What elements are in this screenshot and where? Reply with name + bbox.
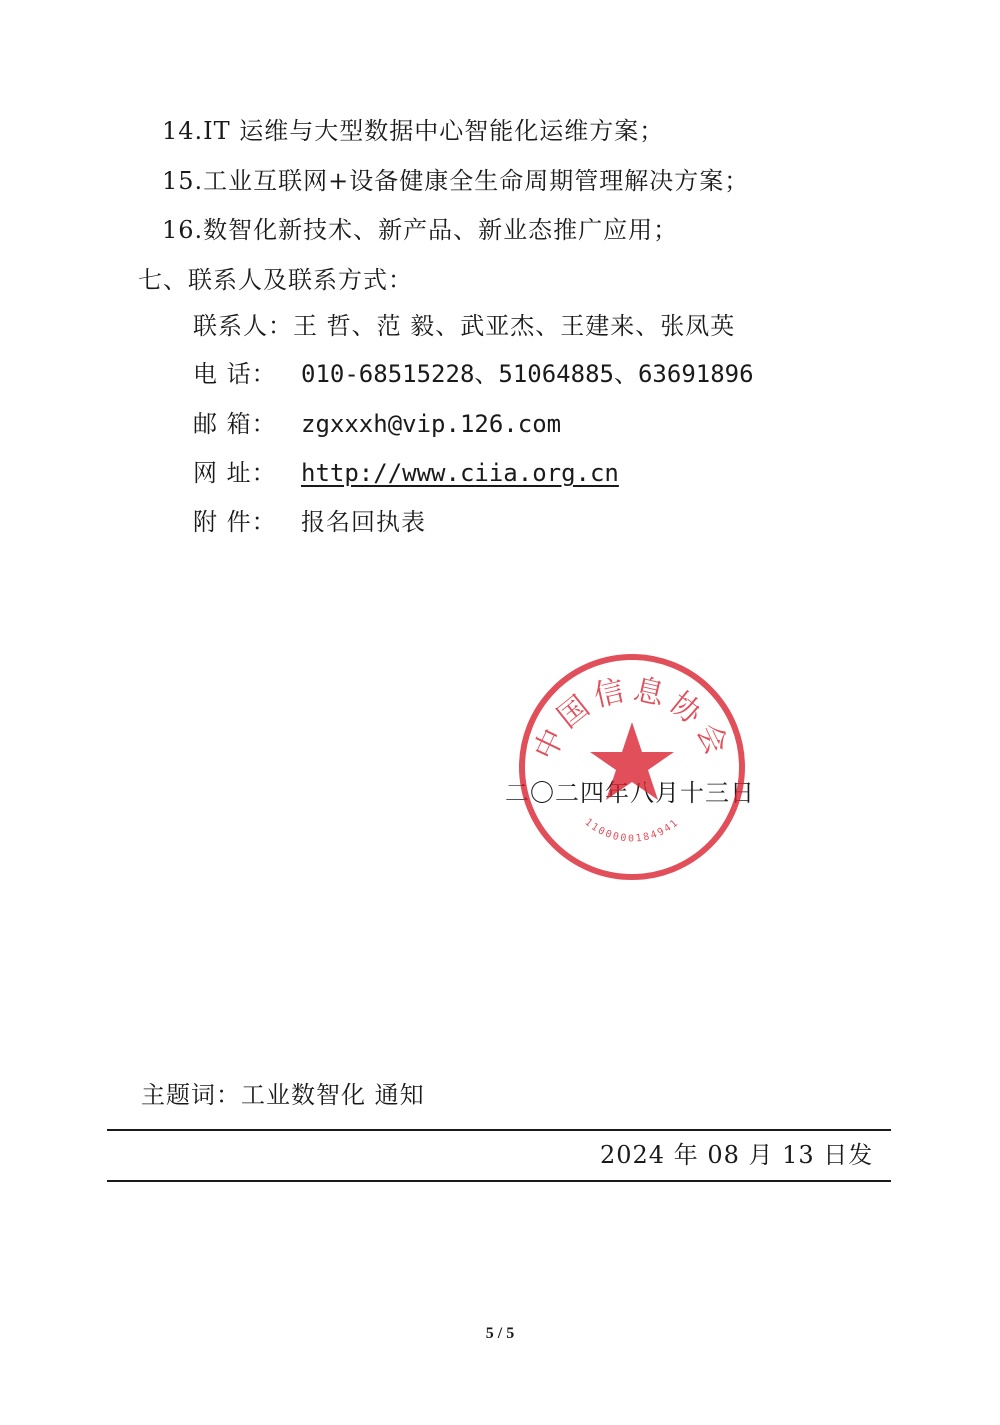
contact-people-value: 王 哲、范 毅、武亚杰、王建来、张凤英 (293, 312, 736, 340)
seal-text: 中国信息协会 (527, 671, 737, 766)
contact-email-row (193, 409, 561, 439)
list-item-15: 15.工业互联网+设备健康全生命周期管理解决方案； (162, 167, 750, 195)
contact-people-row (193, 311, 735, 341)
section-heading-contact: 七、联系人及联系方式： (138, 266, 413, 294)
contact-attachment-label: 附 件： (193, 508, 277, 536)
keywords: 主题词：工业数智化 通知 (141, 1081, 425, 1109)
contact-website-label: 网 址： (193, 459, 277, 487)
contact-phone-value: 010-68515228、51064885、63691896 (301, 360, 754, 388)
contact-email-label: 邮 箱： (193, 410, 277, 438)
seal-star-icon (590, 722, 674, 800)
official-seal (517, 652, 747, 882)
contact-website-row (193, 458, 619, 488)
contact-phone-label: 电 话： (193, 360, 277, 388)
contact-website-link[interactable]: http://www.ciia.org.cn (301, 459, 619, 487)
list-item-16: 16.数智化新技术、新产品、新业态推广应用； (162, 216, 679, 244)
contact-attachment-row (193, 507, 426, 537)
issue-date: 2024 年 08 月 13 日发 (600, 1141, 874, 1169)
signature-date: 二〇二四年八月十三日 (505, 779, 755, 807)
divider-top (107, 1129, 891, 1131)
contact-people-label: 联系人： (193, 312, 293, 340)
page-number: 5 / 5 (485, 1325, 515, 1342)
list-item-14: 14.IT 运维与大型数据中心智能化运维方案； (162, 117, 665, 145)
contact-attachment-value: 报名回执表 (301, 508, 426, 536)
seal-number: 1100000184941 (582, 816, 682, 845)
divider-bottom (107, 1180, 891, 1182)
contact-email-value: zgxxxh@vip.126.com (301, 410, 562, 438)
contact-phone-row (193, 359, 754, 389)
